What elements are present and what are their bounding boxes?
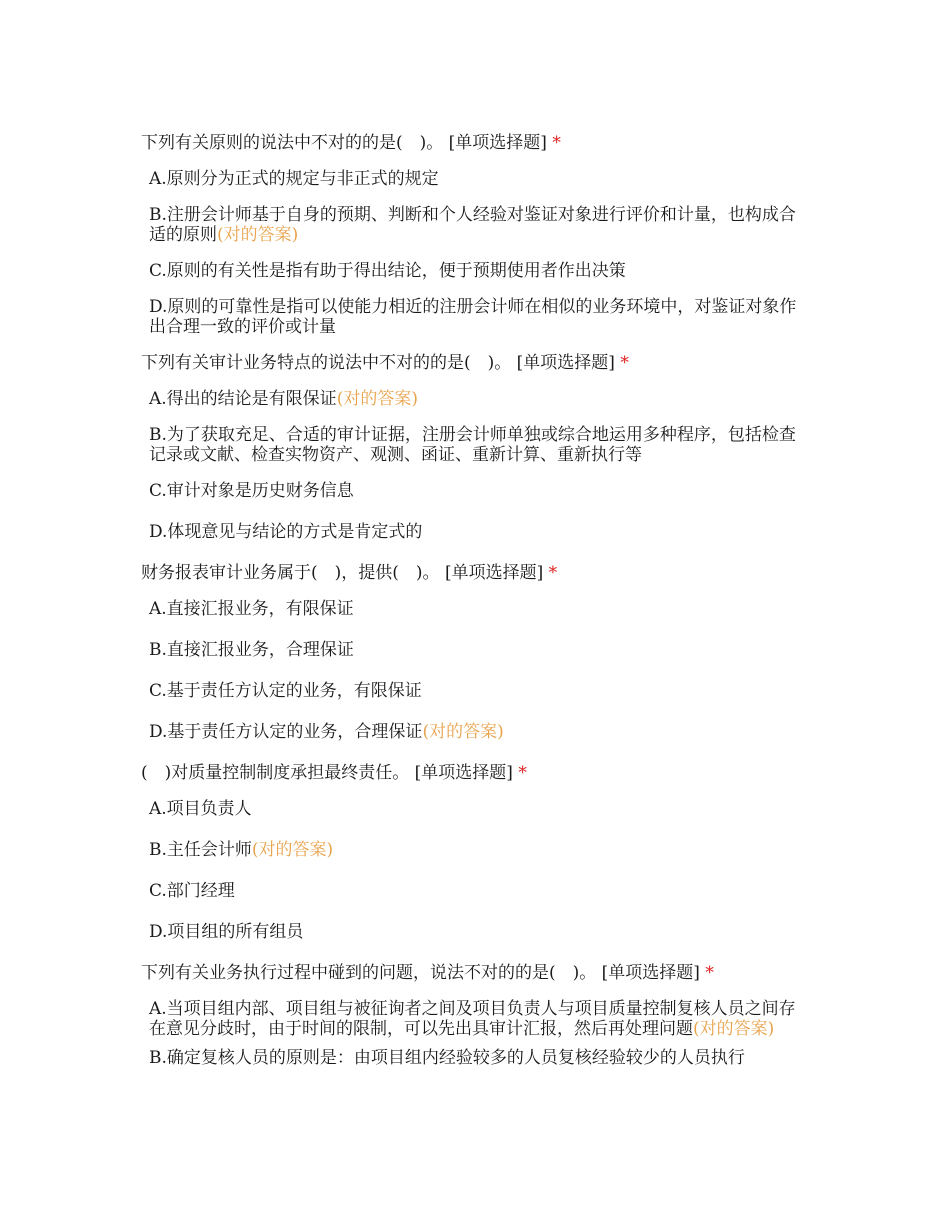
option-text: A.得出的结论是有限保证 — [149, 389, 337, 409]
option-c[interactable] — [149, 878, 811, 901]
option-a[interactable] — [149, 596, 811, 619]
option-d[interactable] — [149, 519, 811, 542]
option-text: D.项目组的所有组员 — [149, 922, 304, 942]
question-text: 财务报表审计业务属于( )，提供( )。 — [141, 563, 440, 583]
option-c[interactable] — [149, 678, 811, 701]
correct-answer-tag: (对的答案) — [336, 389, 418, 409]
option-text: C.审计对象是历史财务信息 — [149, 481, 354, 501]
option-text: A.项目负责人 — [149, 799, 252, 819]
question-5 — [141, 960, 811, 1068]
question-1 — [141, 130, 811, 337]
option-list — [149, 796, 811, 942]
option-b[interactable] — [149, 202, 811, 245]
option-list — [149, 386, 811, 542]
option-d[interactable] — [149, 294, 811, 337]
question-text: 下列有关审计业务特点的说法中不对的的是( )。 — [141, 353, 512, 373]
option-b[interactable] — [149, 1045, 811, 1068]
question-4 — [141, 760, 811, 942]
option-text: D.体现意见与结论的方式是肯定式的 — [149, 522, 423, 542]
option-text: B.确定复核人员的原则是：由项目组内经验较多的人员复核经验较少的人员执行 — [149, 1048, 745, 1068]
option-text: C.基于责任方认定的业务，有限保证 — [149, 681, 422, 701]
option-c[interactable] — [149, 478, 811, 501]
required-marker: * — [705, 963, 714, 983]
question-type: [单项选择题] — [444, 563, 544, 583]
question-text: ( )对质量控制制度承担最终责任。 — [141, 763, 410, 783]
option-text: A.原则分为正式的规定与非正式的规定 — [149, 169, 439, 189]
option-b[interactable] — [149, 422, 811, 465]
required-marker: * — [518, 763, 527, 783]
question-list — [141, 130, 811, 1074]
question-title — [141, 560, 811, 586]
option-a[interactable] — [149, 386, 811, 409]
question-title — [141, 130, 811, 156]
option-list — [149, 996, 811, 1068]
option-text: C.原则的有关性是指有助于得出结论，便于预期使用者作出决策 — [149, 261, 626, 281]
required-marker: * — [552, 133, 561, 153]
question-text: 下列有关业务执行过程中碰到的问题，说法不对的的是( )。 — [141, 963, 597, 983]
option-text: A.当项目组内部、项目组与被征询者之间及项目负责人与项目质量控制复核人员之间存在意见分歧时，由于时间的限制，可以先出具审计汇报，然后再处理问题 — [149, 999, 796, 1039]
option-text: B.为了获取充足、合适的审计证据，注册会计师单独或综合地运用多种程序，包括检查记录或文献、检查实物资产、观测、函证、重新计算、重新执行等 — [149, 425, 796, 465]
option-text: C.部门经理 — [149, 881, 235, 901]
option-text: D.基于责任方认定的业务，合理保证 — [149, 722, 423, 742]
correct-answer-tag: (对的答案) — [251, 840, 334, 860]
option-a[interactable] — [149, 796, 811, 819]
option-c[interactable] — [149, 258, 811, 281]
correct-answer-tag: (对的答案) — [422, 722, 504, 742]
question-type: [单项选择题] — [516, 353, 615, 373]
option-b[interactable] — [149, 637, 811, 660]
required-marker: * — [620, 353, 629, 373]
required-marker: * — [548, 563, 558, 583]
question-3 — [141, 560, 811, 742]
question-2 — [141, 350, 811, 542]
option-a[interactable] — [149, 166, 811, 189]
option-d[interactable] — [149, 719, 811, 742]
option-b[interactable] — [149, 837, 811, 860]
question-type: [单项选择题] — [601, 963, 700, 983]
question-title — [141, 760, 811, 786]
option-list — [149, 166, 811, 337]
option-text: A.直接汇报业务，有限保证 — [149, 599, 354, 619]
option-a[interactable] — [149, 996, 811, 1039]
question-title — [141, 960, 811, 986]
option-text: B.主任会计师 — [149, 840, 252, 860]
question-text: 下列有关原则的说法中不对的的是( )。 — [141, 133, 444, 153]
question-title — [141, 350, 811, 376]
option-list — [149, 596, 811, 742]
option-text: D.原则的可靠性是指可以使能力相近的注册会计师在相似的业务环境中，对鉴证对象作出合理一致的评价或计量 — [149, 297, 797, 337]
correct-answer-tag: (对的答案) — [693, 1019, 775, 1039]
option-text: B.直接汇报业务，合理保证 — [149, 640, 354, 660]
option-d[interactable] — [149, 919, 811, 942]
correct-answer-tag: (对的答案) — [217, 225, 299, 245]
option-text: B.注册会计师基于自身的预期、判断和个人经验对鉴证对象进行评价和计量，也构成合适的原则 — [149, 205, 796, 245]
question-type: [单项选择题] — [414, 763, 513, 783]
question-type: [单项选择题] — [448, 133, 547, 153]
